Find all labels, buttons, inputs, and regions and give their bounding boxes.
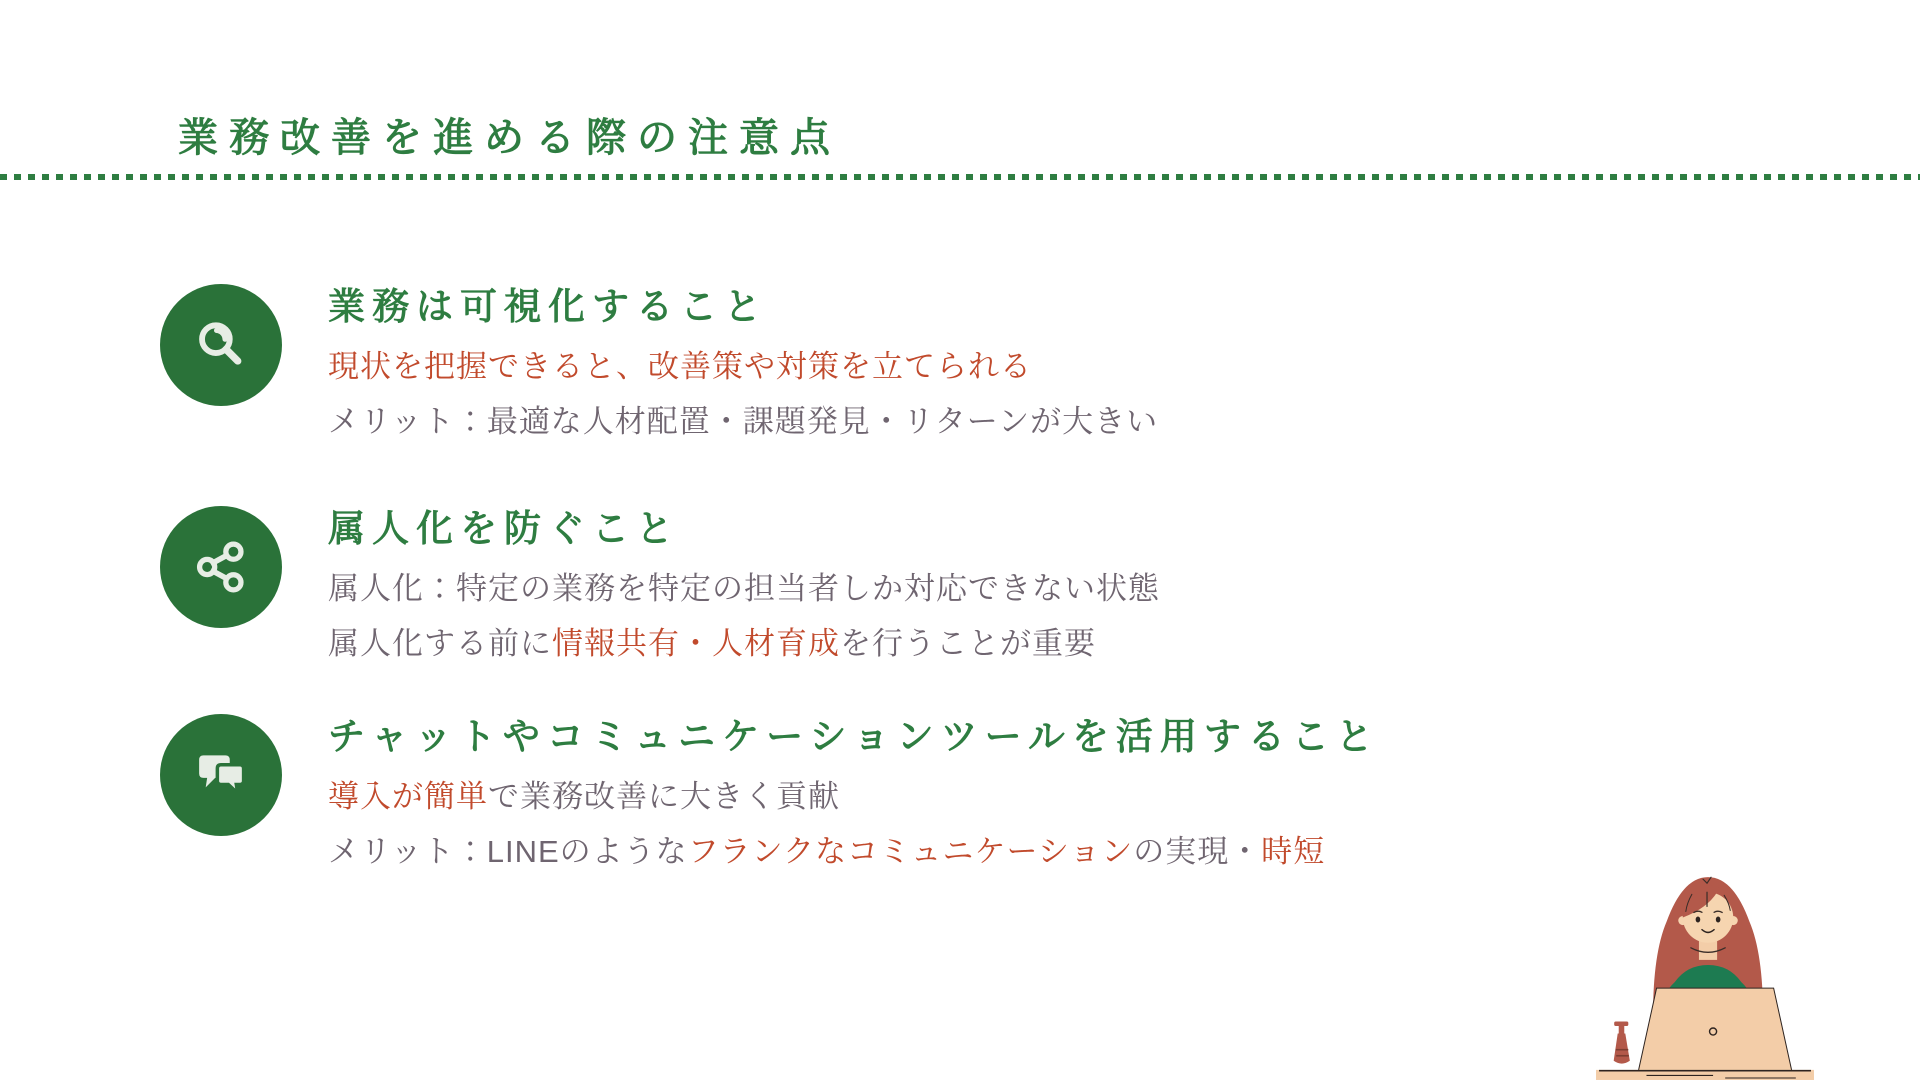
- magnifier-icon: [160, 284, 282, 406]
- section-item: [160, 714, 1380, 876]
- section-item: [160, 506, 1160, 668]
- text-segment: 時短: [1261, 834, 1326, 869]
- text-segment: 導入が簡単: [328, 779, 488, 814]
- chat-icon: [160, 714, 282, 836]
- share-icon: [160, 506, 282, 628]
- text-segment: 現状を把握できると、改善策や対策を立てられる: [328, 349, 1032, 384]
- section-heading: チャットやコミュニケーションツールを活用すること: [328, 716, 1380, 757]
- section-line: [328, 397, 1158, 446]
- text-segment: 属人化する前に: [328, 626, 552, 661]
- text-segment: メリット：LINEのような: [328, 834, 688, 869]
- text-segment: の実現・: [1133, 834, 1262, 869]
- text-segment: で業務改善に大きく貢献: [488, 779, 840, 814]
- text-segment: を行うことが重要: [840, 626, 1096, 661]
- page-title: 業務改善を進める際の注意点: [178, 115, 841, 160]
- section-line: [328, 772, 1380, 821]
- section-heading: 業務は可視化すること: [328, 286, 768, 327]
- text-segment: メリット：最適な人材配置・課題発見・リターンが大きい: [328, 404, 1159, 439]
- desk: [1596, 1070, 1814, 1080]
- eye-right: [1716, 917, 1721, 923]
- section-text: [328, 506, 1160, 668]
- section-text: [328, 714, 1380, 876]
- section-line: [328, 619, 1160, 668]
- woman-at-laptop-illustration: [1594, 863, 1816, 1080]
- section-heading: 属人化を防ぐこと: [328, 508, 680, 549]
- section-item: [160, 284, 1158, 446]
- laptop: [1638, 988, 1791, 1071]
- section-line: [328, 564, 1160, 613]
- section-line: [328, 342, 1158, 391]
- text-segment: 属人化：特定の業務を特定の担当者しか対応できない状態: [328, 571, 1160, 606]
- vase: [1614, 1021, 1630, 1063]
- text-segment: 情報共有・人材育成: [552, 626, 840, 661]
- text-segment: フランクなコミュニケーション: [687, 834, 1134, 869]
- section-text: [328, 284, 1158, 446]
- eye-left: [1696, 917, 1701, 923]
- section-line: [328, 827, 1380, 876]
